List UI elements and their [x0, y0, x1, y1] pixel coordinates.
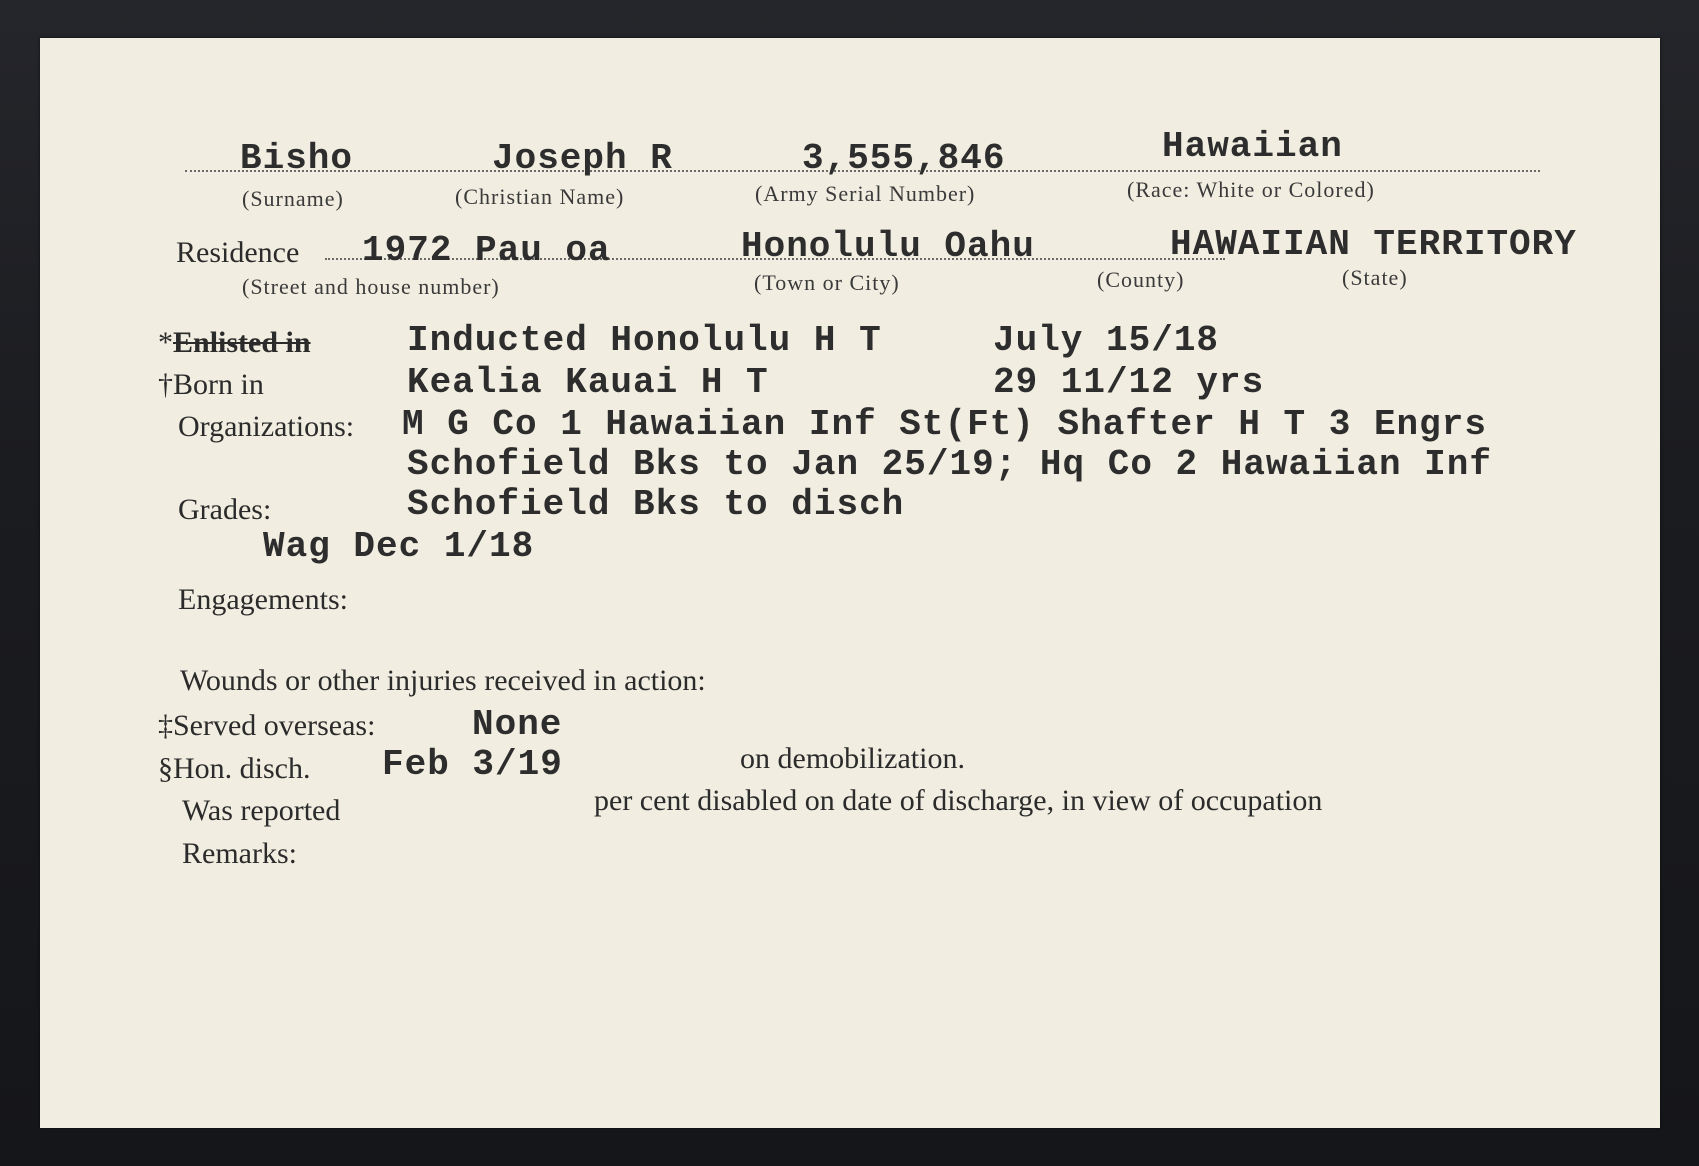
discharge-value: Feb 3/19 — [382, 744, 563, 785]
grades-value: Wag Dec 1/18 — [263, 526, 535, 567]
race-caption: (Race: White or Colored) — [1127, 177, 1375, 202]
reported-text: per cent disabled on date of discharge, in view of occupation — [594, 784, 1323, 817]
race-value: Hawaiian — [1162, 126, 1343, 167]
street-caption: (Street and house number) — [242, 274, 500, 299]
served-overseas-value: None — [472, 704, 563, 745]
organizations-line-2: Schofield Bks to Jan 25/19; Hq Co 2 Hawaiian Inf — [407, 444, 1492, 485]
grades-label: Grades: — [178, 493, 272, 526]
organizations-label: Organizations: — [178, 410, 355, 443]
discharge-suffix: on demobilization. — [740, 742, 965, 775]
state-caption: (State) — [1342, 265, 1408, 290]
born-value: Kealia Kauai H T — [407, 362, 769, 403]
enlisted-marker: * — [158, 326, 173, 359]
county-caption: (County) — [1097, 267, 1185, 292]
record-card — [40, 38, 1660, 1128]
discharge-label: §Hon. disch. — [158, 752, 311, 785]
surname-value: Bisho — [240, 138, 354, 179]
serial-number-value: 3,555,846 — [802, 138, 1006, 179]
wounds-label: Wounds or other injuries received in action: — [180, 664, 706, 697]
engagements-label: Engagements: — [178, 583, 348, 616]
born-label: †Born in — [158, 368, 264, 401]
residence-label: Residence — [176, 236, 300, 269]
town-caption: (Town or City) — [754, 270, 900, 295]
christian-name-value: Joseph R — [492, 138, 673, 179]
surname-caption: (Surname) — [242, 186, 344, 211]
reported-label: Was reported — [182, 794, 341, 827]
street-value: 1972 Pau oa — [362, 230, 611, 271]
christian-name-caption: (Christian Name) — [455, 184, 625, 209]
born-age: 29 11/12 yrs — [993, 362, 1265, 403]
organizations-line-3: Schofield Bks to disch — [407, 484, 905, 525]
state-value: HAWAIIAN TERRITORY — [1170, 224, 1577, 265]
enlisted-date: July 15/18 — [993, 320, 1220, 361]
enlisted-label — [158, 326, 311, 360]
organizations-line-1: M G Co 1 Hawaiian Inf St(Ft) Shafter H T 3 Engrs — [402, 404, 1487, 445]
remarks-label: Remarks: — [182, 837, 297, 870]
serial-number-caption: (Army Serial Number) — [755, 181, 976, 206]
enlisted-value: Inducted Honolulu H T — [407, 320, 882, 361]
enlisted-struck-text: Enlisted in — [173, 326, 311, 359]
town-value: Honolulu Oahu — [741, 226, 1035, 267]
served-overseas-label: ‡Served overseas: — [158, 709, 376, 742]
